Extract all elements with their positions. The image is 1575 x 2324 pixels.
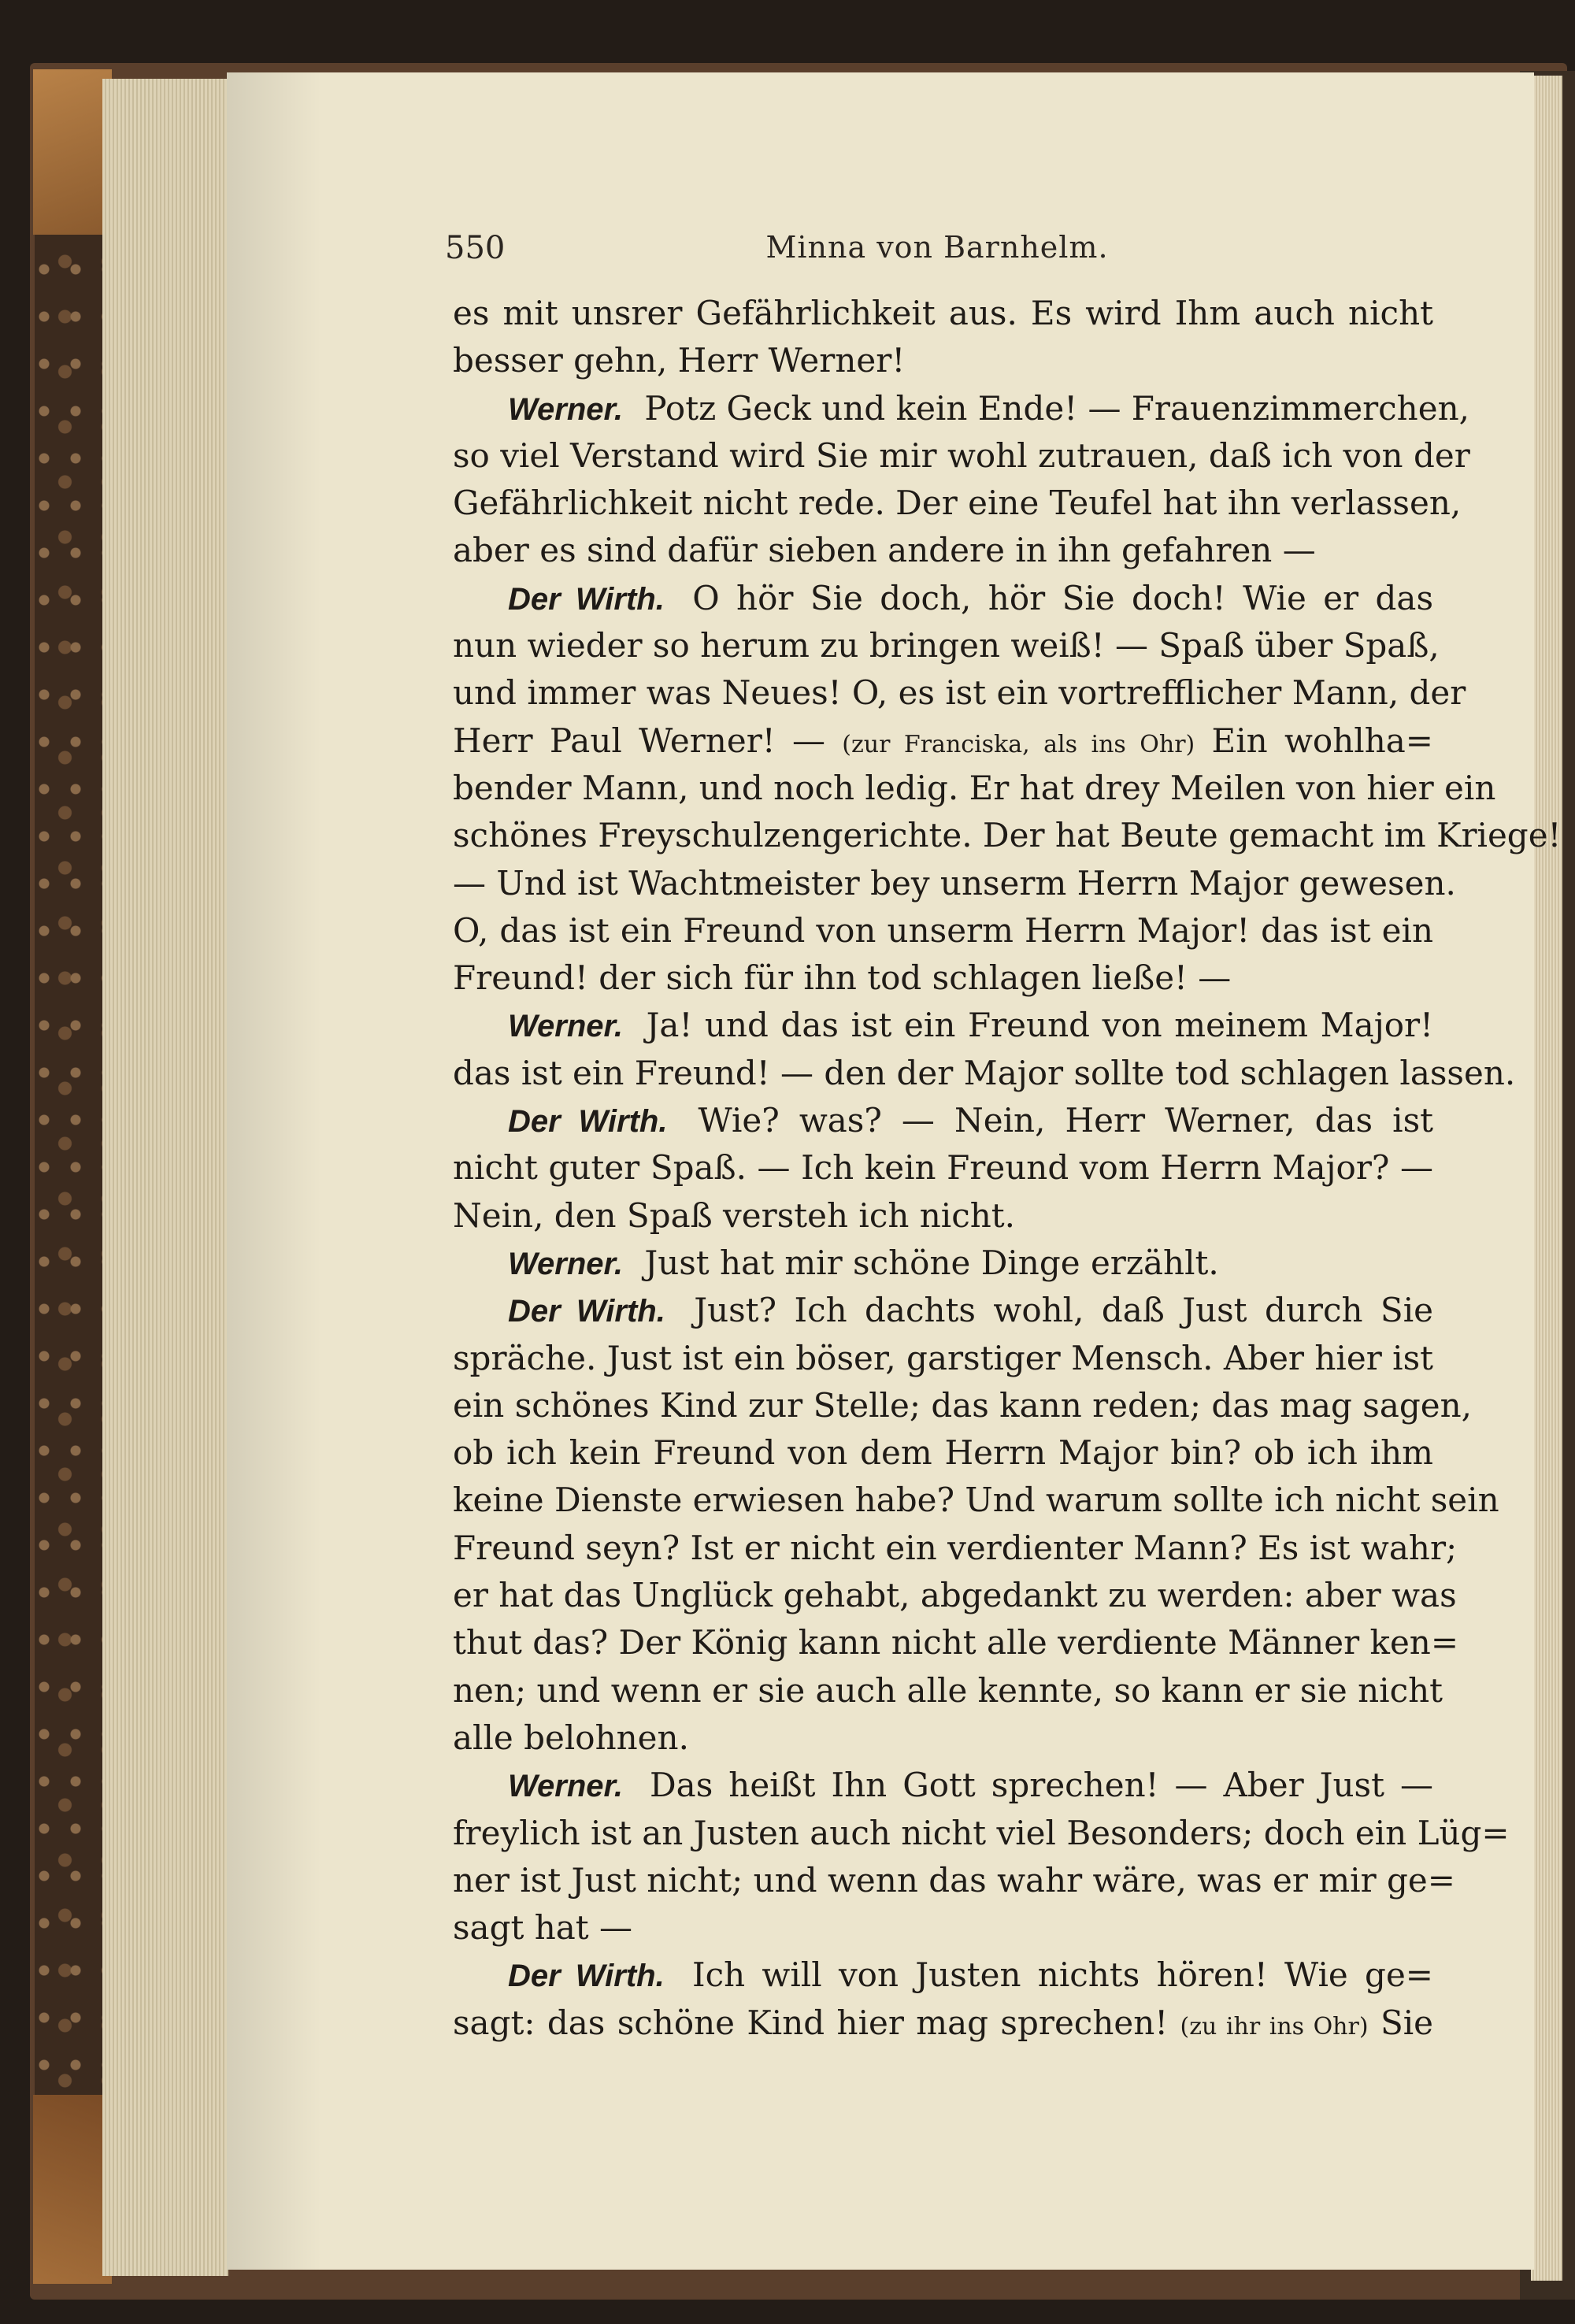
text-line bbox=[453, 1762, 1433, 1809]
stage-direction: (zu ihr ins Ohr) bbox=[1180, 2012, 1369, 2040]
line-text: aber es sind dafür sieben andere in ihn gefahren — bbox=[453, 531, 1316, 570]
text-line bbox=[453, 765, 1496, 812]
page-number: 550 bbox=[445, 230, 506, 266]
line-text: Sie bbox=[1380, 2003, 1433, 2042]
speaker-name: Der Wirth. bbox=[508, 1959, 665, 1994]
line-text: Just hat mir schöne Dinge erzählt. bbox=[644, 1243, 1219, 1282]
page-edges-left bbox=[102, 79, 228, 2276]
text-line bbox=[453, 1619, 1459, 1666]
text-line bbox=[453, 1477, 1499, 1524]
text-line bbox=[453, 1002, 1433, 1049]
speaker-name: Der Wirth. bbox=[508, 1294, 665, 1329]
text-line bbox=[453, 385, 1469, 432]
stage-direction: (zur Franciska, als ins Ohr) bbox=[842, 730, 1195, 758]
text-line bbox=[453, 1951, 1433, 1999]
speaker-name: Werner. bbox=[508, 1246, 623, 1281]
line-text: schönes Freyschulzengerichte. Der hat Beute gemacht im Kriege! bbox=[453, 816, 1562, 855]
text-line bbox=[453, 1572, 1457, 1619]
line-text: nun wieder so herum zu bringen weiß! — Spaß über Spaß, bbox=[453, 626, 1440, 665]
text-line bbox=[453, 1904, 1433, 1951]
text-line bbox=[453, 575, 1433, 622]
text-line bbox=[453, 1714, 1433, 1762]
text-line bbox=[453, 1144, 1433, 1192]
line-text: bender Mann, und noch ledig. Er hat drey Meilen von hier ein bbox=[453, 768, 1496, 807]
text-line bbox=[453, 669, 1466, 717]
line-text: besser gehn, Herr Werner! bbox=[453, 341, 906, 380]
line-text: spräche. Just ist ein böser, garstiger Mensch. Aber hier ist bbox=[453, 1338, 1433, 1377]
line-text: Just? Ich dachts wohl, daß Just durch Sie bbox=[694, 1291, 1433, 1330]
text-line bbox=[453, 290, 1433, 337]
line-text: ein schönes Kind zur Stelle; das kann reden; das mag sagen, bbox=[453, 1385, 1473, 1425]
line-text: das ist ein Freund! — den der Major sollte tod schlagen lassen. bbox=[453, 1053, 1516, 1092]
line-text: ner ist Just nicht; und wenn das wahr wäre, was er mir ge= bbox=[453, 1860, 1455, 1900]
line-text: Wie? was? — Nein, Herr Werner, das ist bbox=[698, 1101, 1433, 1140]
line-text: es mit unsrer Gefährlichkeit aus. Es wird Ihm auch nicht bbox=[453, 294, 1433, 332]
line-text: O hör Sie doch, hör Sie doch! Wie er das bbox=[692, 578, 1433, 617]
page-edges-right bbox=[1531, 76, 1562, 2281]
text-line bbox=[453, 1857, 1455, 1904]
speaker-name: Werner. bbox=[508, 1769, 623, 1804]
text-line bbox=[453, 860, 1456, 907]
text-line bbox=[453, 622, 1440, 669]
line-text: sagt hat — bbox=[453, 1908, 633, 1948]
line-text: alle belohnen. bbox=[453, 1718, 689, 1757]
line-text: Gefährlichkeit nicht rede. Der eine Teufel hat ihn verlassen, bbox=[453, 484, 1462, 523]
text-line bbox=[453, 954, 1433, 1002]
line-text: sagt: das schöne Kind hier mag sprechen! bbox=[453, 2003, 1169, 2042]
line-text: Freund seyn? Ist er nicht ein verdienter Mann? Es ist wahr; bbox=[453, 1528, 1458, 1567]
line-text: ob ich kein Freund von dem Herrn Major bin? ob ich ihm bbox=[453, 1433, 1433, 1473]
line-text: Freund! der sich für ihn tod schlagen ließe! — bbox=[453, 958, 1232, 998]
text-line bbox=[453, 337, 1433, 384]
text-line bbox=[453, 2000, 1433, 2047]
line-text: er hat das Unglück gehabt, abgedankt zu werden: aber was bbox=[453, 1576, 1457, 1615]
line-text: keine Dienste erwiesen habe? Und warum sollte ich nicht sein bbox=[453, 1481, 1499, 1520]
line-text: Nein, den Spaß versteh ich nicht. bbox=[453, 1195, 1016, 1235]
text-line bbox=[453, 717, 1433, 765]
cover-corner-bottom bbox=[33, 2095, 112, 2284]
text-line bbox=[453, 1050, 1516, 1097]
line-text: freylich ist an Justen auch nicht viel Besonders; doch ein Lüg= bbox=[453, 1813, 1510, 1852]
speaker-name: Werner. bbox=[508, 1009, 623, 1044]
speaker-name: Der Wirth. bbox=[508, 1104, 668, 1140]
text-line bbox=[453, 1335, 1433, 1382]
speaker-name: Werner. bbox=[508, 391, 623, 427]
text-line bbox=[453, 432, 1470, 480]
text-line bbox=[453, 1382, 1473, 1429]
line-text: Potz Geck und kein Ende! — Frauenzimmerchen, bbox=[644, 388, 1469, 428]
line-text: nicht guter Spaß. — Ich kein Freund vom Herrn Major? — bbox=[453, 1148, 1433, 1188]
body-text bbox=[453, 290, 1562, 2047]
marbled-endpaper bbox=[35, 118, 113, 2244]
speaker-name: Der Wirth. bbox=[508, 581, 665, 617]
line-text: Ja! und das ist ein Freund von meinem Major! bbox=[646, 1006, 1433, 1045]
line-text: thut das? Der König kann nicht alle verdiente Männer ken= bbox=[453, 1623, 1459, 1662]
text-line bbox=[453, 1525, 1458, 1572]
cover-corner-top bbox=[33, 69, 112, 235]
text-line bbox=[453, 1240, 1433, 1287]
line-text: nen; und wenn er sie auch alle kennte, so kann er sie nicht bbox=[453, 1670, 1443, 1710]
text-line bbox=[453, 1429, 1433, 1477]
line-text: — Und ist Wachtmeister bey unserm Herrn Major gewesen. bbox=[453, 863, 1456, 903]
text-line bbox=[453, 527, 1433, 574]
line-text: Ein wohlha= bbox=[1211, 721, 1433, 760]
text-line bbox=[453, 1667, 1443, 1714]
text-line bbox=[453, 1192, 1433, 1240]
line-text: so viel Verstand wird Sie mir wohl zutrauen, daß ich von der bbox=[453, 436, 1470, 475]
line-text: Herr Paul Werner! — bbox=[453, 721, 825, 760]
line-text: Das heißt Ihn Gott sprechen! — Aber Just — bbox=[650, 1766, 1433, 1805]
text-line bbox=[453, 1097, 1433, 1144]
text-line bbox=[453, 907, 1433, 954]
line-text: Ich will von Justen nichts hören! Wie ge= bbox=[691, 1955, 1433, 1995]
text-line bbox=[453, 812, 1562, 859]
line-text: O, das ist ein Freund von unserm Herrn Major! das ist ein bbox=[453, 910, 1433, 950]
running-header bbox=[445, 230, 1429, 277]
running-title: Minna von Barnhelm. bbox=[765, 230, 1109, 265]
text-line bbox=[453, 1810, 1510, 1857]
text-line bbox=[453, 1287, 1433, 1334]
text-line bbox=[453, 480, 1462, 527]
line-text: und immer was Neues! O, es ist ein vortrefflicher Mann, der bbox=[453, 673, 1466, 713]
